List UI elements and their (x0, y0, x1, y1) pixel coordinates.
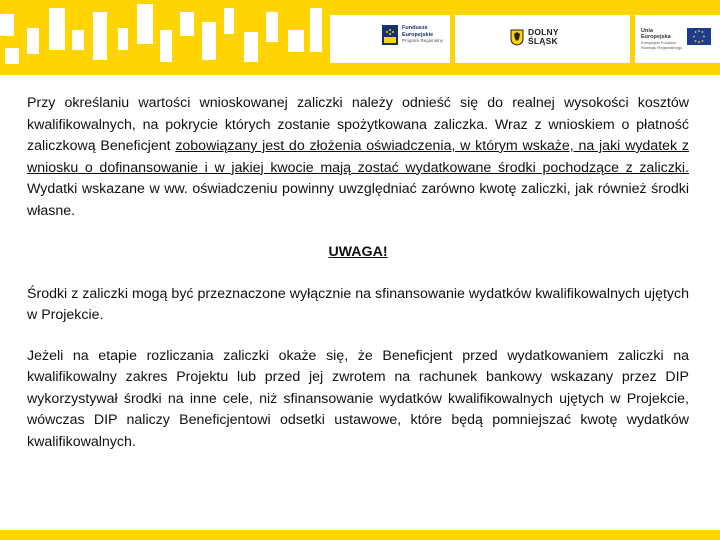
unia-europejska-logo (641, 28, 711, 50)
header-decoration (180, 12, 194, 36)
warning-heading: UWAGA! (328, 244, 388, 260)
header-decoration (118, 28, 128, 50)
ds-logo-text (528, 28, 559, 46)
header-decoration (224, 8, 234, 34)
header-band (0, 0, 720, 75)
fe-logo-line1: Fundusze (402, 25, 428, 31)
fe-logo-text (402, 25, 443, 45)
fe-logo-line2: Europejskie (402, 31, 434, 38)
paragraph-zaliczka-info (27, 93, 689, 222)
header-decoration (72, 30, 84, 50)
fe-logo-sub: Program Regionalny (402, 38, 444, 43)
header-decoration (27, 28, 39, 54)
coat-of-arms-icon (510, 29, 524, 46)
underlined-text: zobowiązany jest do złożenia oświadczenia, w którym wskaże, na jaki wydatek z wniosku o dofinansowanie i w jakiej kwocie mają zostać wydatkowane środki pochodzące z zaliczki. (27, 138, 689, 176)
header-decoration (160, 30, 172, 62)
ue-logo-sub: Europejski Fundusz Rozwoju Regionalnego (641, 40, 683, 50)
dolny-slask-logo (510, 28, 559, 46)
ds-logo-line1: DOLNY (528, 27, 559, 37)
ue-logo-title: Unia Europejska (641, 28, 671, 40)
header-decoration (0, 14, 14, 36)
paragraph-rozliczanie: Jeżeli na etapie rozliczania zaliczki okaże się, że Beneficjent przed wydatkowaniem zaliczki na kwalifikowalny zakres Projektu lub przed jej zwrotem na rachunek bankowy wskazany przez DIP wykorzystywał środki na inne cele, niż sfinansowanie wydatków kwalifikowalnych ujętych w Projekcie, wówczas DIP naliczy Beneficjentowi odsetki ustawowe, które będą pomniejszać kwotę wydatków kwalifikowalnych. (27, 347, 689, 450)
header-decoration (244, 32, 258, 62)
document-body (27, 93, 689, 453)
fundusze-europejskie-logo (382, 25, 443, 45)
eu-flag-icon (687, 28, 711, 45)
paragraph-text: Przy określaniu wartości wnioskowanej zaliczki należy odnieść się do realnej wysokości kosztów kwalifikowalnych, na pokrycie których zostanie spożytkowana zaliczka. Wraz z wnioskiem o płatność zaliczkową Beneficjent (27, 95, 689, 154)
header-decoration (93, 12, 107, 60)
header-decoration (202, 22, 216, 60)
ds-logo-line2: ŚLĄSK (528, 36, 558, 46)
header-decoration (288, 30, 304, 52)
footer-band (0, 530, 720, 540)
header-decoration (49, 8, 65, 50)
paragraph-srodki: Środki z zaliczki mogą być przeznaczone wyłącznie na sfinansowanie wydatków kwalifikowalnych ujętych w Projekcie. (27, 285, 689, 323)
header-decoration (137, 4, 153, 44)
header-decoration (310, 8, 322, 52)
header-decoration (266, 12, 278, 42)
header-decoration (5, 48, 19, 64)
paragraph-text: Wydatki wskazane w ww. oświadczeniu powinny uwzględniać zarówno kwotę zaliczki, jak również środki własne. (27, 181, 689, 219)
fe-emblem-icon (382, 25, 398, 45)
ue-logo-text (641, 28, 683, 50)
